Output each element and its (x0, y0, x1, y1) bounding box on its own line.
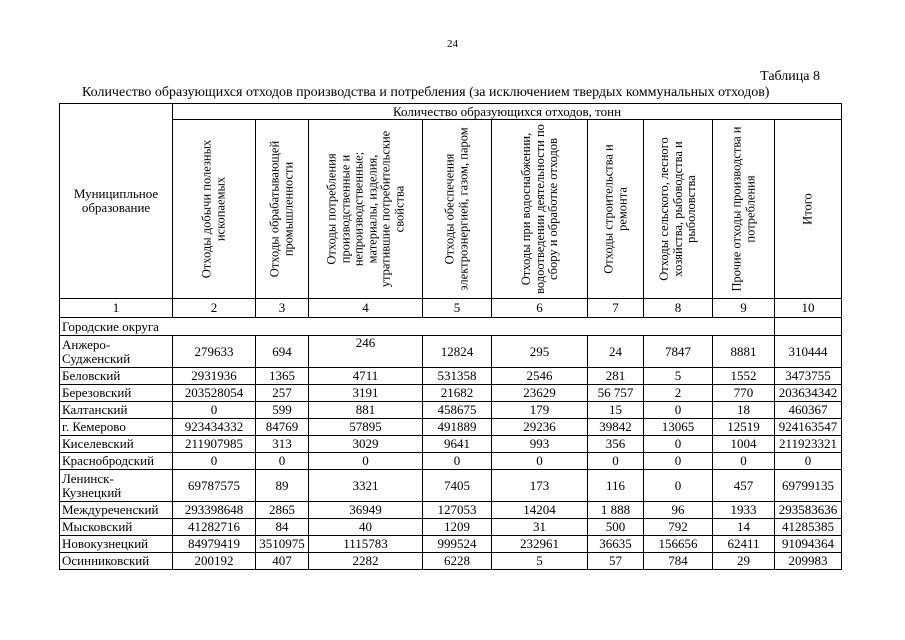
municipality-name: Березовский (60, 385, 173, 402)
municipality-name: Киселевский (60, 436, 173, 453)
table-row (60, 502, 842, 519)
value-cell: 500 (588, 519, 644, 536)
municipality-name: Междуреченский (60, 502, 173, 519)
column-number: 5 (423, 299, 492, 318)
value-cell: 40 (309, 519, 423, 536)
value-cell: 84769 (256, 419, 309, 436)
table-row (60, 368, 842, 385)
value-cell: 0 (775, 453, 842, 470)
value-cell: 4711 (309, 368, 423, 385)
value-cell: 200192 (173, 553, 256, 570)
column-number: 4 (309, 299, 423, 318)
municipality-name: Осинниковский (60, 553, 173, 570)
value-cell: 3029 (309, 436, 423, 453)
value-cell: 18 (713, 402, 775, 419)
waste-group-header: Количество образующихся отходов, тонн (173, 104, 842, 120)
value-cell: 5 (492, 553, 588, 570)
value-cell: 1209 (423, 519, 492, 536)
value-cell: 69799135 (775, 470, 842, 502)
col-header-other: Прочие отходы производства и потребления (713, 120, 775, 299)
column-number: 9 (713, 299, 775, 318)
value-cell: 281 (588, 368, 644, 385)
value-cell: 9641 (423, 436, 492, 453)
value-cell: 0 (644, 436, 713, 453)
value-cell: 8881 (713, 336, 775, 368)
value-cell: 21682 (423, 385, 492, 402)
value-cell: 257 (256, 385, 309, 402)
column-number: 2 (173, 299, 256, 318)
value-cell: 96 (644, 502, 713, 519)
municipality-name: г. Кемерово (60, 419, 173, 436)
value-cell: 1552 (713, 368, 775, 385)
col-header-agriculture: Отходы сельского, лесного хозяйства, рыбоводства и рыболовства (644, 120, 713, 299)
table-row (60, 385, 842, 402)
value-cell: 999524 (423, 536, 492, 553)
value-cell: 62411 (713, 536, 775, 553)
municipality-name: Ленинск-Кузнецкий (60, 470, 173, 502)
value-cell: 458675 (423, 402, 492, 419)
value-cell: 0 (423, 453, 492, 470)
value-cell: 531358 (423, 368, 492, 385)
value-cell: 246 (309, 336, 423, 368)
value-cell: 57 (588, 553, 644, 570)
municipality-name: Калтанский (60, 402, 173, 419)
value-cell: 232961 (492, 536, 588, 553)
value-cell: 127053 (423, 502, 492, 519)
value-cell: 881 (309, 402, 423, 419)
value-cell: 5 (644, 368, 713, 385)
value-cell: 31 (492, 519, 588, 536)
col-header-energy: Отходы обеспечения электроэнергией, газом, паром (423, 120, 492, 299)
value-cell: 173 (492, 470, 588, 502)
table-row (60, 453, 842, 470)
value-cell: 36635 (588, 536, 644, 553)
municipality-name: Беловский (60, 368, 173, 385)
value-cell: 211923321 (775, 436, 842, 453)
value-cell: 23629 (492, 385, 588, 402)
value-cell: 694 (256, 336, 309, 368)
empty-cell (775, 318, 842, 336)
column-number-row (60, 299, 842, 318)
col-header-construction: Отходы строительства и ремонта (588, 120, 644, 299)
table-row (60, 536, 842, 553)
value-cell: 3191 (309, 385, 423, 402)
value-cell: 156656 (644, 536, 713, 553)
value-cell: 0 (256, 453, 309, 470)
value-cell: 792 (644, 519, 713, 536)
col-header-mining: Отходы добычи полезных ископаемых (173, 120, 256, 299)
table-label: Таблица 8 (760, 69, 820, 84)
value-cell: 313 (256, 436, 309, 453)
value-cell: 29236 (492, 419, 588, 436)
column-number: 8 (644, 299, 713, 318)
value-cell: 91094364 (775, 536, 842, 553)
value-cell: 7847 (644, 336, 713, 368)
value-cell: 179 (492, 402, 588, 419)
value-cell: 56 757 (588, 385, 644, 402)
value-cell: 2 (644, 385, 713, 402)
value-cell: 84979419 (173, 536, 256, 553)
table-row (60, 436, 842, 453)
value-cell: 356 (588, 436, 644, 453)
value-cell: 295 (492, 336, 588, 368)
value-cell: 203528054 (173, 385, 256, 402)
value-cell: 2282 (309, 553, 423, 570)
col-header-total: Итого (775, 120, 842, 299)
column-number: 1 (60, 299, 173, 318)
value-cell: 13065 (644, 419, 713, 436)
value-cell: 2546 (492, 368, 588, 385)
value-cell: 69787575 (173, 470, 256, 502)
municipality-name: Анжеро-Судженский (60, 336, 173, 368)
value-cell: 12519 (713, 419, 775, 436)
value-cell: 0 (644, 453, 713, 470)
page-number: 24 (447, 38, 458, 50)
value-cell: 407 (256, 553, 309, 570)
value-cell: 1115783 (309, 536, 423, 553)
value-cell: 279633 (173, 336, 256, 368)
value-cell: 24 (588, 336, 644, 368)
value-cell: 491889 (423, 419, 492, 436)
value-cell: 293398648 (173, 502, 256, 519)
value-cell: 57895 (309, 419, 423, 436)
value-cell: 29 (713, 553, 775, 570)
column-number: 10 (775, 299, 842, 318)
value-cell: 39842 (588, 419, 644, 436)
value-cell: 3473755 (775, 368, 842, 385)
value-cell: 14204 (492, 502, 588, 519)
value-cell: 0 (309, 453, 423, 470)
value-cell: 0 (173, 402, 256, 419)
value-cell: 924163547 (775, 419, 842, 436)
column-number: 6 (492, 299, 588, 318)
value-cell: 310444 (775, 336, 842, 368)
value-cell: 0 (173, 453, 256, 470)
value-cell: 41285385 (775, 519, 842, 536)
value-cell: 12824 (423, 336, 492, 368)
value-cell: 1 888 (588, 502, 644, 519)
table-row (60, 470, 842, 502)
value-cell: 784 (644, 553, 713, 570)
col-header-manufacturing: Отходы обрабатывающей промышленности (256, 120, 309, 299)
value-cell: 36949 (309, 502, 423, 519)
value-cell: 0 (644, 402, 713, 419)
value-cell: 84 (256, 519, 309, 536)
value-cell: 457 (713, 470, 775, 502)
waste-table (59, 103, 842, 570)
value-cell: 3510975 (256, 536, 309, 553)
municipality-name: Краснобродский (60, 453, 173, 470)
value-cell: 599 (256, 402, 309, 419)
column-headers (60, 120, 842, 299)
table-row (60, 553, 842, 570)
table-title: Количество образующихся отходов производства и потребления (за исключением твердых коммунальных отходов) (82, 85, 770, 100)
value-cell: 116 (588, 470, 644, 502)
value-cell: 923434332 (173, 419, 256, 436)
table-row (60, 402, 842, 419)
value-cell: 1004 (713, 436, 775, 453)
value-cell: 1365 (256, 368, 309, 385)
value-cell: 0 (644, 470, 713, 502)
value-cell: 89 (256, 470, 309, 502)
value-cell: 770 (713, 385, 775, 402)
column-number: 7 (588, 299, 644, 318)
value-cell: 41282716 (173, 519, 256, 536)
value-cell: 993 (492, 436, 588, 453)
value-cell: 2931936 (173, 368, 256, 385)
value-cell: 2865 (256, 502, 309, 519)
value-cell: 14 (713, 519, 775, 536)
value-cell: 460367 (775, 402, 842, 419)
value-cell: 0 (492, 453, 588, 470)
table-row (60, 519, 842, 536)
value-cell: 6228 (423, 553, 492, 570)
value-cell: 0 (588, 453, 644, 470)
municipality-name: Новокузнецкий (60, 536, 173, 553)
value-cell: 293583636 (775, 502, 842, 519)
table-row (60, 336, 842, 368)
column-number: 3 (256, 299, 309, 318)
value-cell: 203634342 (775, 385, 842, 402)
col-header-water: Отходы при водоснабжении, водоотведении деятельности по сбору и обработке отходов (492, 120, 588, 299)
municipality-name: Мысковский (60, 519, 173, 536)
value-cell: 7405 (423, 470, 492, 502)
municipality-header: Муниципльное образование (60, 104, 173, 299)
col-header-consumption: Отходы потребления производственные и непроизводственные; материалы, изделия, утратившие потребительские свойства (309, 120, 423, 299)
value-cell: 209983 (775, 553, 842, 570)
value-cell: 0 (713, 453, 775, 470)
value-cell: 1933 (713, 502, 775, 519)
table-row (60, 419, 842, 436)
value-cell: 15 (588, 402, 644, 419)
section-title: Городские округа (60, 318, 775, 336)
section-row (60, 318, 842, 336)
value-cell: 3321 (309, 470, 423, 502)
value-cell: 211907985 (173, 436, 256, 453)
